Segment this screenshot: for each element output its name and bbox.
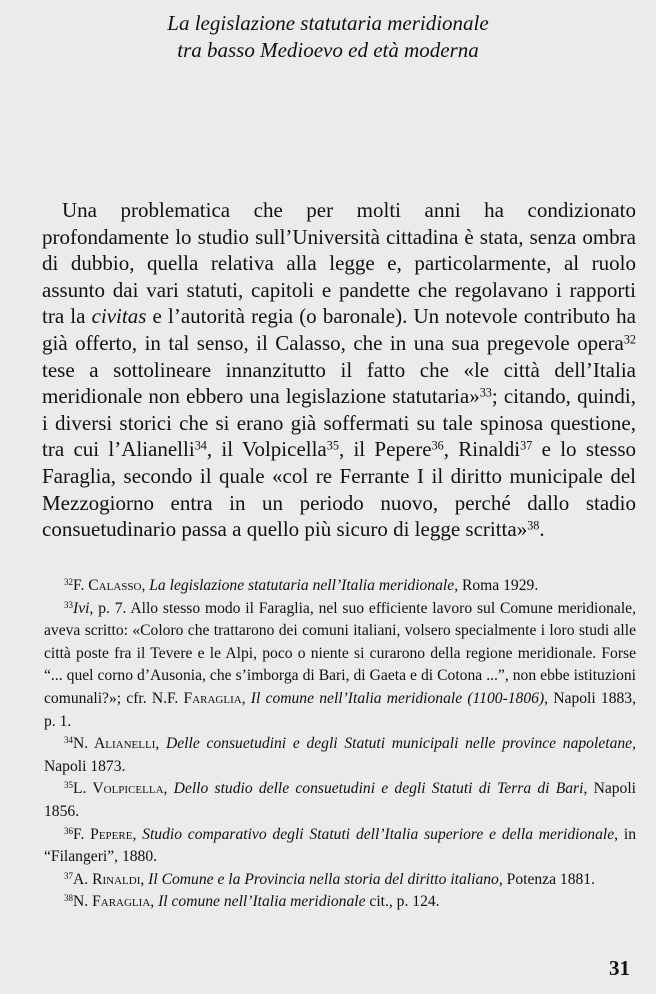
footnote-ref: 37	[520, 438, 533, 453]
footnote-author: N. Alianelli	[73, 735, 156, 753]
footnote-title: La legislazione statutaria nell’Italia meridionale	[149, 577, 455, 594]
footnote-author: A. Rinaldi	[73, 870, 141, 888]
paragraph-text: ; citando, quindi, i diversi storici che si erano già soffermati su tale spinosa questione, tra cui l’Alianelli	[42, 384, 636, 462]
paragraph-text: , Rinaldi	[443, 437, 521, 462]
footnote-author: Faraglia	[183, 689, 242, 707]
footnote-ref: 33	[479, 385, 492, 400]
page-number: 31	[609, 956, 630, 980]
chapter-title-line-2: tra basso Medioevo ed età moderna	[177, 38, 479, 62]
footnote-37: $^{37}$A. Rinaldi, Il Comune e la Provincia nella storia del diritto italiano, Potenza 1881.	[64, 870, 596, 888]
footnote-ref: 36	[431, 438, 444, 453]
footnote-author: F. Pepere	[73, 825, 133, 843]
footnote-title: Il Comune e la Provincia nella storia del diritto italiano	[148, 870, 499, 888]
paragraph-text: Una problematica che per molti anni ha condizionato profondamente lo studio sull’Università cittadina è stata, senza ombra di dubbio, quella relativa alla legge e, particolarmente, al ruolo assunto dai vari statuti, capitoli e pandette che regolavano i rapporti tra la	[42, 198, 636, 329]
paragraph-text: tese a sottolineare innanzitutto il fatto che «le città dell’Italia meridionale non ebbero una legislazione statutaria»	[42, 357, 636, 409]
footnote-ref: 38	[527, 518, 540, 533]
paragraph-text: e l’autorità regia (o baronale). Un notevole contributo ha già offerto, in tal senso, il Calasso, che in una sua pregevole opera	[42, 304, 636, 355]
footnote-title: Dello studio delle consuetudini e degli Statuti di Terra di Bari	[173, 780, 584, 798]
footnote-34: $^{34}$N. Alianelli, Delle consuetudini e degli Statuti municipali nelle province napoletane, Napoli 1873.	[44, 735, 636, 775]
footnote-38: $^{38}$N. Faraglia, Il comune nell’Italia meridionale cit., p. 124.	[64, 893, 440, 911]
paragraph-text: .	[539, 517, 545, 542]
footnote-title: Il comune nell’Italia meridionale (1100-1806)	[250, 689, 545, 707]
civitas-term: civitas	[91, 304, 147, 329]
footnote-33: $^{33}$Ivi, p. 7. Allo stesso modo il Faraglia, nel suo efficiente lavoro sul Comune meridionale, aveva scritto: «Coloro che trattarono dei comuni italiani, volsero specialmente i loro studi alle città poste fra il Tevere e le Alpi, poco o niente si curarono della regione meridionale. Forse “... quel corno d’Ausonia, che s’imborga di Bari, di Gaeta e di Cotona ...”, non ebbe istituzioni comunali?»; cfr. N.F. Faraglia, Il comune nell’Italia meridionale (1100-1806), Napoli 1883, p. 1.	[44, 599, 636, 730]
footnote-title: Il comune nell’Italia meridionale	[158, 893, 366, 911]
footnote-ref: 32	[623, 332, 636, 347]
paragraph-text: e lo stesso Faraglia, secondo il quale «col re Ferrante I il diritto municipale del Mezzogiorno entra in un periodo nuovo, perché dallo stadio consuetudinario passa a quello più sicuro di legge scritta»	[42, 437, 636, 542]
footnotes	[44, 575, 636, 914]
footnote-36: $^{36}$F. Pepere, Studio comparativo degli Statuti dell’Italia superiore e della meridionale, in “Filangeri”, 1880.	[44, 825, 636, 866]
footnote-author: N. Faraglia	[73, 893, 151, 911]
footnote-author: F. Calasso	[73, 577, 142, 594]
footnote-35: $^{35}$L. Volpicella, Dello studio delle consuetudini e degli Statuti di Terra di Bari, Napoli 1856.	[44, 780, 637, 820]
footnote-ref: 34	[194, 438, 207, 453]
footnote-author: L. Volpicella	[73, 780, 164, 798]
footnote-ref: 35	[326, 438, 339, 453]
footnote-title: Delle consuetudini e degli Statuti municipali nelle province napoletane	[165, 735, 633, 753]
paragraph-text: , il Pepere	[338, 437, 432, 462]
chapter-title-line-1: La legislazione statutaria meridionale	[167, 11, 489, 35]
footnote-32: $^{32}$F. Calasso, La legislazione statutaria nell’Italia meridionale, Roma 1929.	[64, 577, 539, 594]
main-paragraph	[42, 197, 636, 543]
footnote-title: Studio comparativo degli Statuti dell’Italia superiore e della meridionale	[142, 825, 615, 843]
paragraph-text: , il Volpicella	[206, 437, 327, 462]
